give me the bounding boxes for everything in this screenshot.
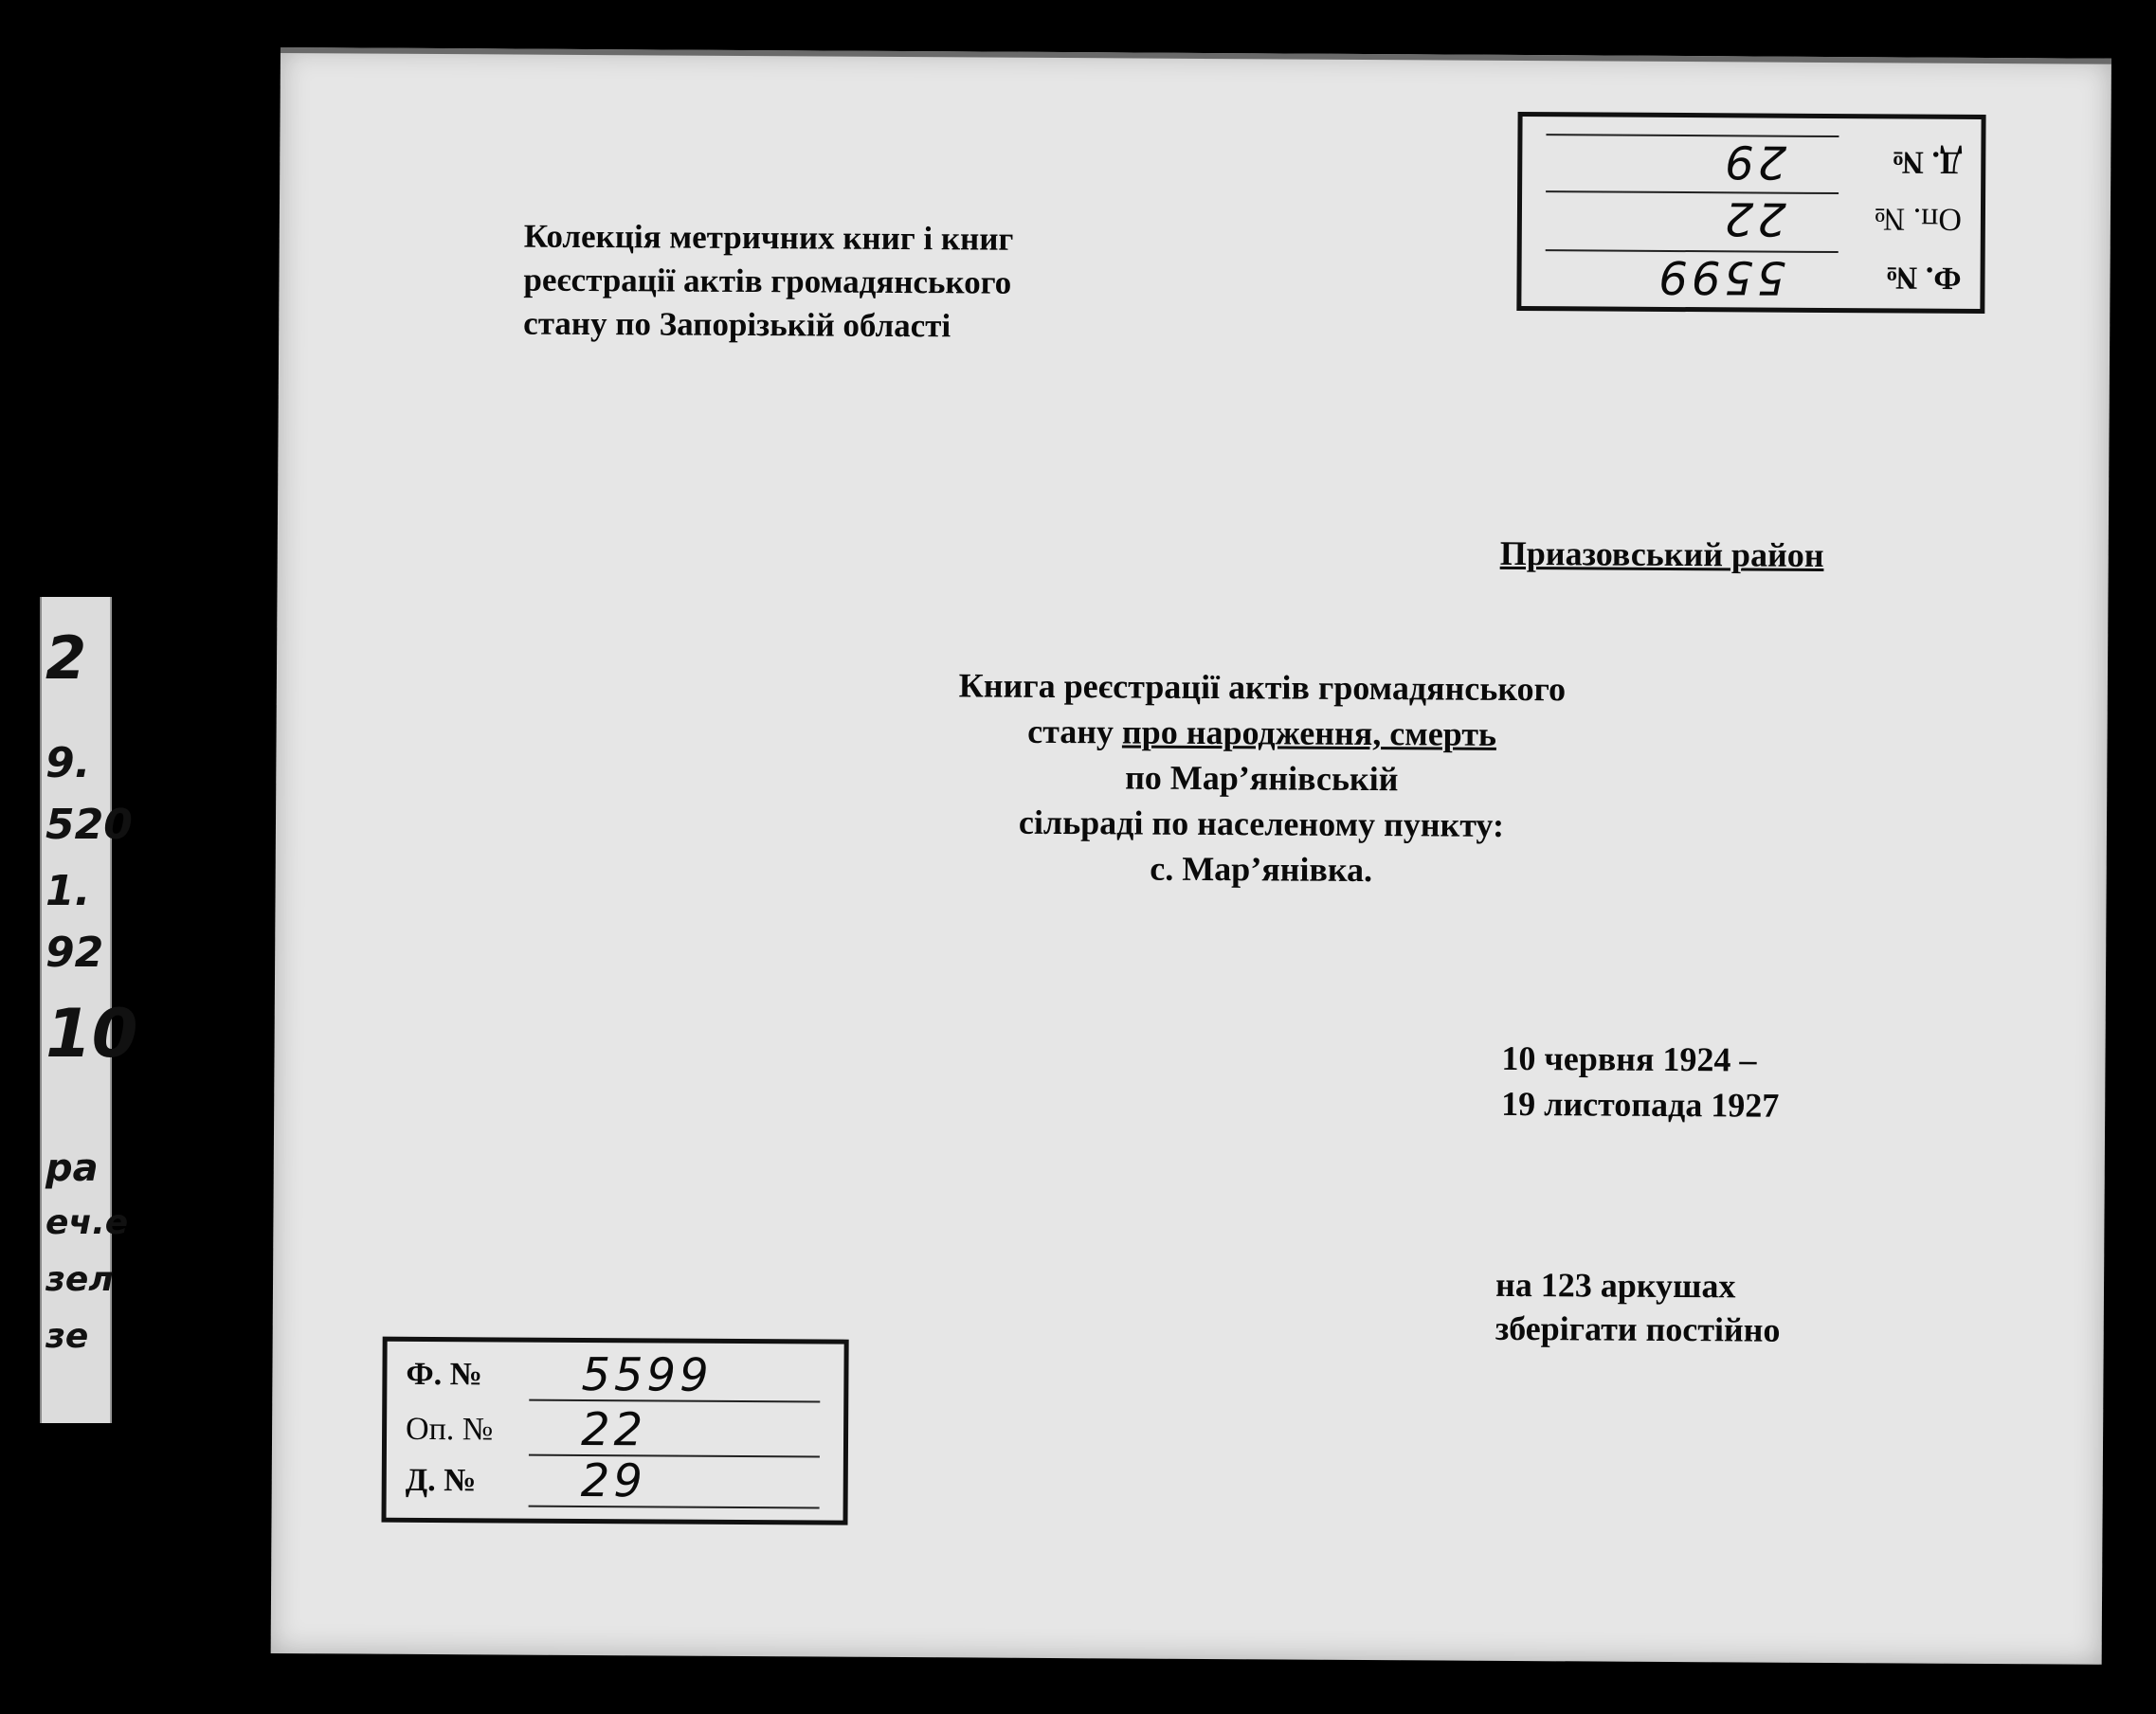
stamp-underline — [529, 1399, 820, 1403]
retention-period: зберігати постійно — [1495, 1308, 1781, 1349]
title-line: по Мар’янівській — [1125, 758, 1399, 799]
stamp-underline — [1546, 190, 1839, 194]
book-title — [769, 661, 1755, 894]
stamp-sprava-value: 29 — [580, 1453, 647, 1508]
spine-mark: зел — [45, 1260, 114, 1299]
spine-mark: зе — [45, 1317, 89, 1356]
spine-mark: 520 — [45, 801, 133, 849]
spine-mark: 92 — [45, 929, 104, 977]
date-start: 10 червня 1924 – — [1501, 1038, 1757, 1079]
collection-line: стану по Запорізькій області — [523, 304, 951, 345]
title-line — [769, 707, 1754, 758]
title-line: с. Мар’янівка. — [1150, 849, 1373, 890]
stamp-opys-label: Оп. № — [1874, 201, 1963, 237]
title-prefix: стану — [1027, 712, 1123, 751]
stamp-fond-value: 5599 — [1655, 249, 1786, 304]
stamp-opys-label: Оп. № — [405, 1411, 494, 1448]
spine-mark: 2 — [45, 623, 87, 693]
spine-mark: еч.е — [45, 1203, 129, 1242]
title-line: сільраді по населеному пункту: — [1018, 803, 1505, 844]
district-name: Приазовський район — [1499, 533, 1824, 574]
stamp-fond-value: 5599 — [581, 1347, 713, 1402]
archive-stamp-inverted — [1516, 112, 1985, 314]
storage-info — [1495, 1263, 1781, 1352]
date-end: 19 листопада 1927 — [1501, 1084, 1780, 1125]
archive-stamp — [381, 1337, 848, 1525]
stamp-fond-label: Ф. № — [1885, 260, 1962, 296]
stamp-underline — [1546, 134, 1839, 137]
stamp-opys-value: 22 — [1720, 191, 1787, 245]
spine-mark: 10 — [45, 995, 138, 1073]
stamp-underline — [529, 1506, 820, 1509]
sheet-count: на 123 аркушах — [1495, 1265, 1736, 1306]
collection-line: реєстрації актів громадянського — [523, 261, 1012, 301]
collection-line: Колекція метричних книг і книг — [523, 217, 1014, 258]
stamp-fond-label: Ф. № — [406, 1356, 482, 1393]
title-line: Книга реєстрації актів громадянського — [958, 666, 1567, 709]
stamp-opys-value: 22 — [580, 1402, 647, 1457]
stamp-sprava-label: Д. № — [1891, 144, 1963, 180]
collection-heading — [523, 215, 1206, 350]
title-underlined: про народження, смерть — [1121, 713, 1497, 753]
spine-mark: 1. — [45, 867, 91, 915]
spine-mark: 9. — [45, 739, 91, 787]
spine-mark: ра — [45, 1146, 99, 1190]
stamp-sprava-value: 29 — [1721, 135, 1787, 189]
document-cover-sheet — [271, 47, 2111, 1665]
date-range — [1501, 1036, 1780, 1128]
stamp-sprava-label: Д. № — [405, 1462, 477, 1499]
archive-spine-label — [40, 597, 138, 1423]
